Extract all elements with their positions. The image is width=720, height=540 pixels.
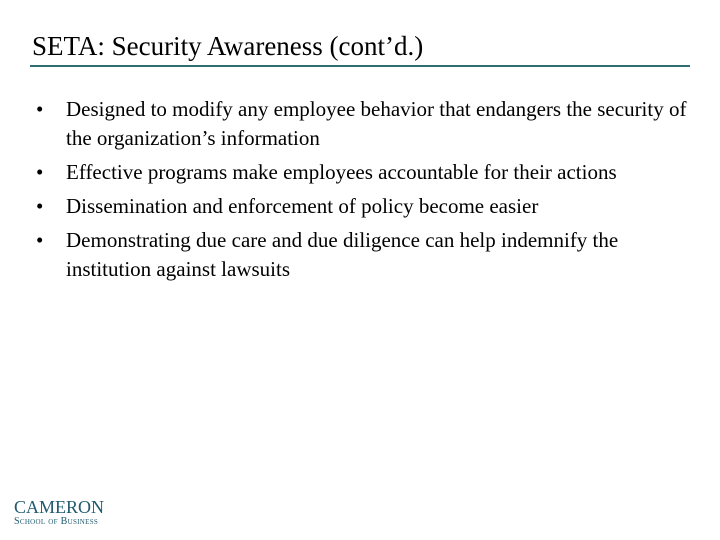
bullet-text: Effective programs make employees accountable for their actions	[66, 160, 617, 184]
bullet-item	[30, 226, 690, 284]
bullet-text: Designed to modify any employee behavior that endangers the security of the organization’s information	[66, 97, 687, 150]
bullet-text: Dissemination and enforcement of policy become easier	[66, 194, 539, 218]
bullet-dot-icon: •	[36, 160, 44, 184]
bullet-list	[30, 95, 690, 289]
bullet-item	[30, 158, 690, 187]
bullet-item	[30, 95, 690, 153]
bullet-text: Demonstrating due care and due diligence can help indemnify the institution against lawsuits	[66, 228, 619, 281]
bullet-dot-icon: •	[36, 97, 44, 121]
cameron-logo	[14, 498, 104, 528]
bullet-dot-icon: •	[36, 194, 44, 218]
bullet-item	[30, 192, 690, 221]
slide-title: SETA: Security Awareness (cont’d.)	[32, 31, 424, 61]
logo-subtitle: School of Business	[14, 516, 99, 527]
logo-name: CAMERON	[14, 497, 105, 517]
bullet-dot-icon: •	[36, 228, 44, 252]
title-divider	[30, 65, 690, 67]
